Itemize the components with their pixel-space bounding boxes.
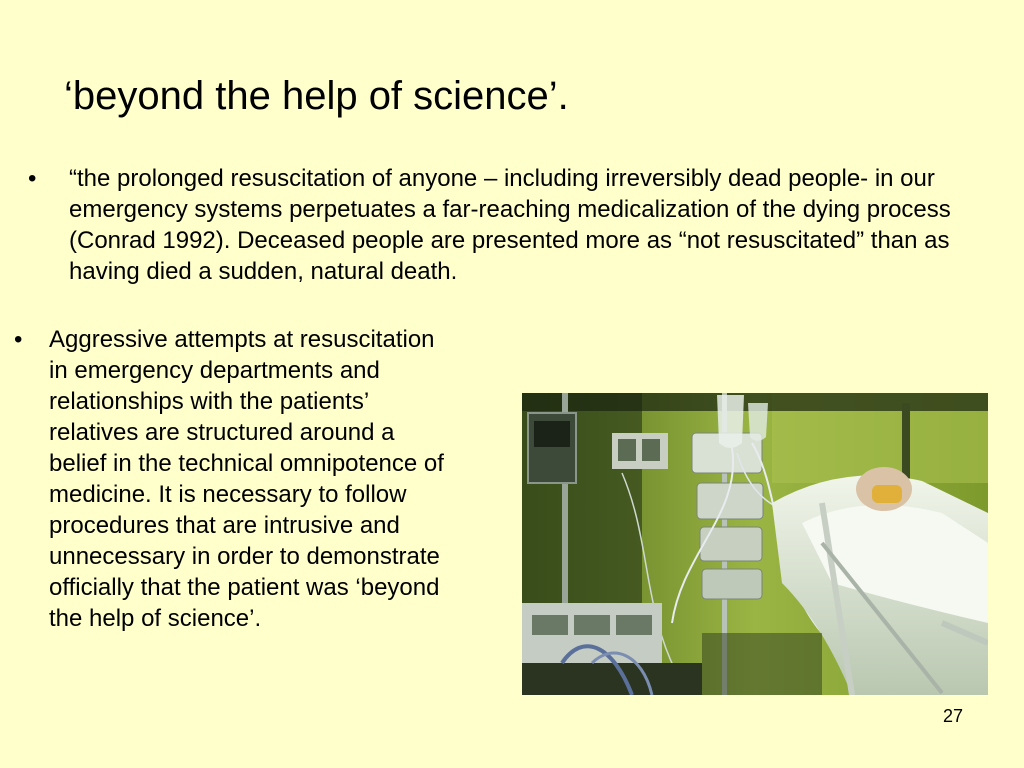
bullet-text: “the prolonged resuscitation of anyone – including irreversibly dead people- in our emergency systems perpetuates a far-reaching medicalization of the dying process (Conrad 1992). Deceased people are presented more as “not resuscitated” than as having died a sudden, natural death. (69, 165, 951, 285)
bullet-marker: • (14, 326, 23, 353)
hospital-scene-illustration (522, 393, 988, 695)
slide-title: ‘beyond the help of science’. (64, 74, 569, 118)
slide-number: 27 (942, 706, 963, 726)
bullet-text: Aggressive attempts at resuscitation in emergency departments and relationships with the patients’ relatives are structured around a belief in the technical omnipotence of medicine. It is necessary to follow procedures that are intrusive and unnecessary in order to demonstrate officially that the patient was ‘beyond the help of science’. (49, 326, 444, 632)
bullet-item-1 (28, 163, 958, 287)
hospital-photo (522, 393, 988, 695)
bullet-item-2 (14, 324, 444, 634)
bullet-marker: • (28, 165, 37, 192)
